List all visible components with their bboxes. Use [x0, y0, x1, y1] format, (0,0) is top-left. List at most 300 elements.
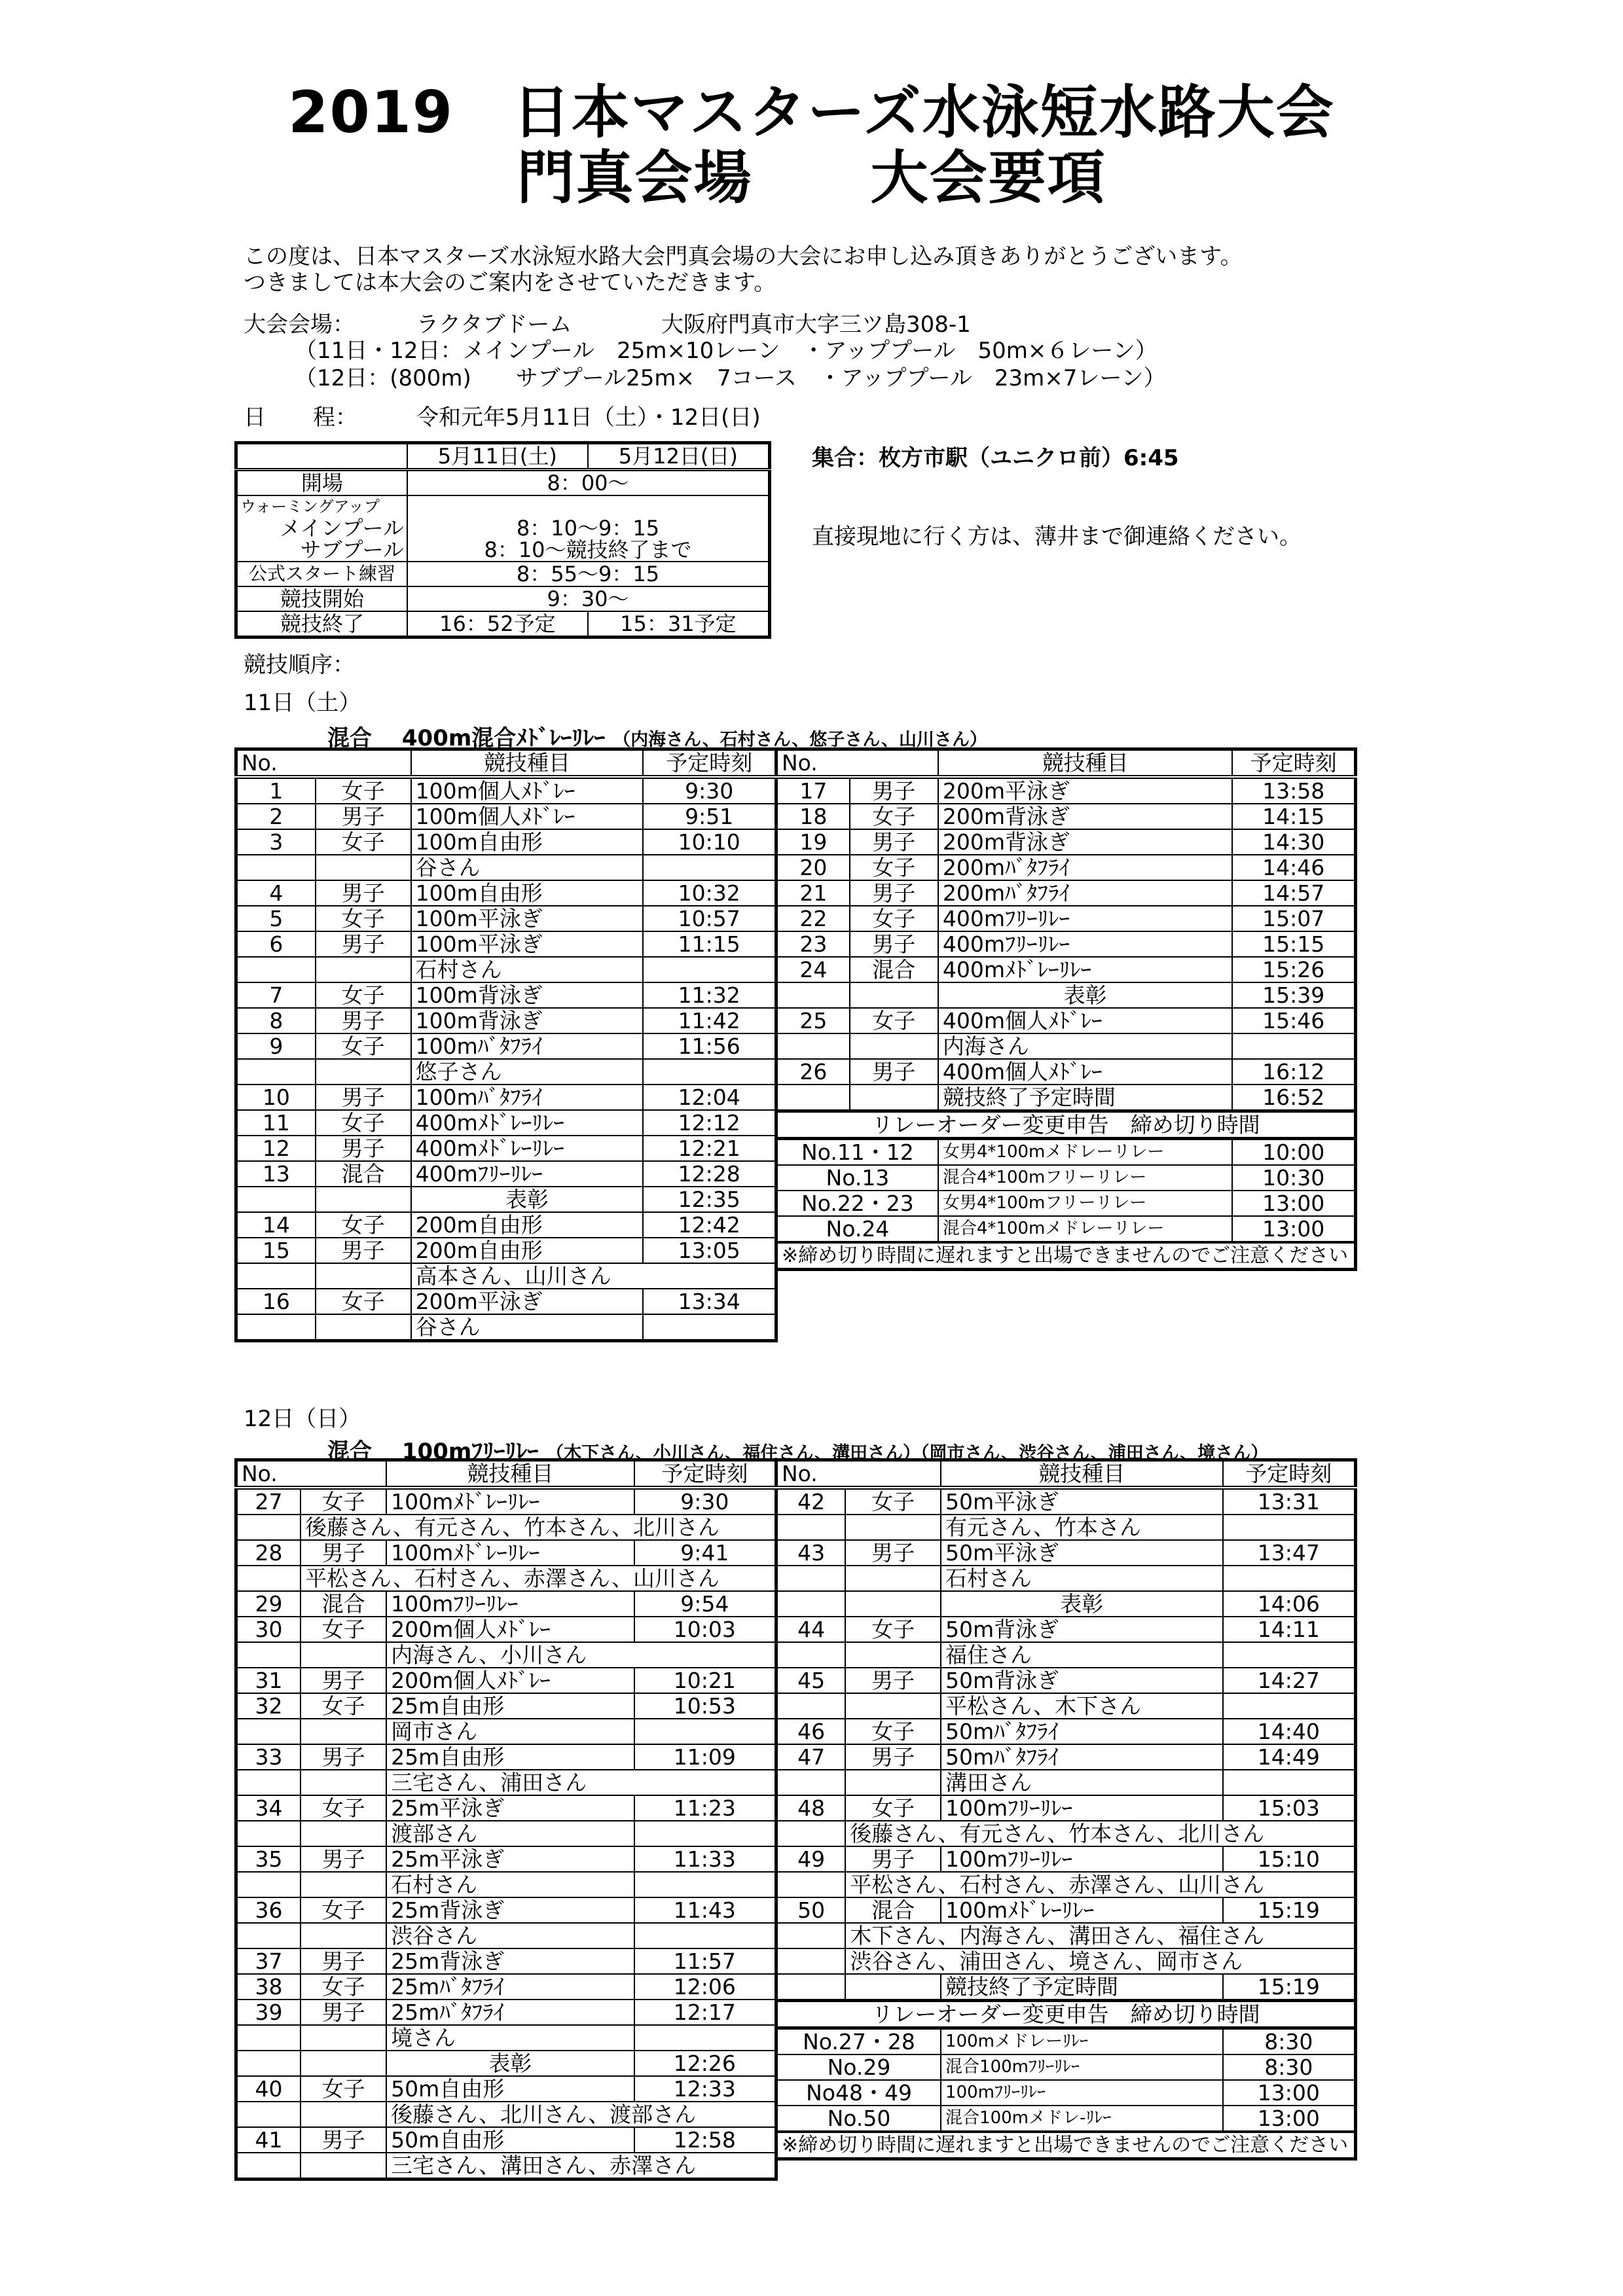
event-gender: 男子 [301, 1846, 386, 1872]
event-time: 9:51 [643, 804, 776, 829]
event-name: 100mﾊﾞﾀﾌﾗｲ [411, 1033, 644, 1059]
relay-deadline-time: 10:30 [1232, 1165, 1355, 1191]
event-row [776, 1617, 1356, 1642]
note-row [236, 1923, 776, 1948]
event-time: 11:43 [634, 1897, 776, 1923]
event-gender: 女子 [316, 829, 411, 855]
event-name: 50m背泳ぎ [941, 1617, 1223, 1642]
event-number: 48 [776, 1795, 846, 1821]
event-gender: 混合 [850, 957, 938, 982]
event-name: 25m背泳ぎ [386, 1897, 634, 1923]
event-time: 10:21 [634, 1668, 776, 1693]
intro-line-2: つきましては本大会のご案内をさせていただきます。 [244, 270, 776, 296]
event-gender: 男子 [316, 804, 411, 829]
event-time: 14:06 [1223, 1591, 1356, 1617]
event-number [236, 1719, 301, 1744]
event-name: 50m自由形 [386, 2127, 634, 2153]
event-number: 25 [776, 1008, 850, 1033]
event-gender: 女子 [301, 1974, 386, 2000]
event-number: 31 [236, 1668, 301, 1693]
event-gender [301, 1923, 386, 1948]
event-row [776, 1540, 1356, 1566]
event-time: 14:40 [1223, 1719, 1356, 1744]
event-number: 1 [236, 777, 316, 804]
event-gender: 男子 [316, 1238, 411, 1263]
event-gender [301, 1821, 386, 1846]
start-practice-label: 公式スタート練習 [236, 562, 408, 586]
event-time: 13:47 [1223, 1540, 1356, 1566]
participant-names: 三宅さん、溝田さん、赤澤さん [386, 2153, 776, 2179]
event-number: 16 [236, 1289, 316, 1314]
event-row [236, 1668, 776, 1693]
relay-deadline-row [776, 2028, 1356, 2055]
event-gender [301, 1770, 386, 1795]
event-number: 23 [776, 931, 850, 957]
event-row [236, 1846, 776, 1872]
event-number [776, 1923, 846, 1948]
event-number [236, 2102, 301, 2127]
event-time: 12:58 [634, 2127, 776, 2153]
schedule-day1: 5月11日(土) [407, 443, 588, 470]
event-number [776, 1974, 846, 2001]
event-gender [845, 1642, 941, 1668]
event-number: 34 [236, 1795, 301, 1821]
event-row [776, 1795, 1356, 1821]
dates-label-a: 日 [244, 404, 266, 431]
event-name: 200m平泳ぎ [938, 777, 1232, 804]
note-row [776, 1974, 1356, 2001]
event-number [776, 982, 850, 1008]
event-name: 25m自由形 [386, 1693, 634, 1719]
event-name: 400mﾌﾘｰﾘﾚｰ [938, 931, 1232, 957]
event-number: 40 [236, 2076, 301, 2102]
event-row [236, 2076, 776, 2102]
order-label: 競技順序： [244, 652, 355, 678]
participant-names: 平松さん、石村さん、赤澤さん、山川さん [301, 1566, 776, 1591]
comp-start-value: 9：30～ [407, 586, 770, 611]
note-row [236, 1872, 776, 1897]
relay-deadline-title: リレーオーダー変更申告 締め切り時間 [776, 2001, 1356, 2028]
event-name: 25mﾊﾞﾀﾌﾗｲ [386, 1974, 634, 2000]
note-row [236, 1515, 776, 1540]
warmup-label: ウォーミングアップ [240, 497, 380, 516]
relay-event-numbers: No.11・12 [776, 1139, 938, 1166]
participant-names: 表彰 [941, 1591, 1223, 1617]
note-row [776, 1085, 1356, 1111]
note-row [236, 1821, 776, 1846]
event-number: 6 [236, 931, 316, 957]
event-row [236, 1008, 776, 1033]
event-gender: 男子 [850, 931, 938, 957]
event-number [236, 855, 316, 880]
event-name: 200mﾊﾞﾀﾌﾗｲ [938, 880, 1232, 906]
participant-names: 競技終了予定時間 [941, 1974, 1223, 2001]
event-name: 400mﾒﾄﾞﾚｰﾘﾚｰ [411, 1136, 644, 1161]
event-number [236, 1821, 301, 1846]
note-row [236, 855, 776, 880]
event-number: 26 [776, 1059, 850, 1085]
event-name: 400mﾌﾘｰﾘﾚｰ [938, 906, 1232, 931]
event-gender: 女子 [316, 1033, 411, 1059]
schedule-header-blank [236, 443, 408, 470]
event-time: 13:05 [643, 1238, 776, 1263]
event-gender [845, 1591, 941, 1617]
event-time: 13:58 [1232, 777, 1355, 804]
event-gender [850, 1085, 938, 1111]
event-name: 100m平泳ぎ [411, 931, 644, 957]
event-row [236, 1289, 776, 1314]
relay-deadline-row [776, 1216, 1356, 1242]
event-gender [845, 1693, 941, 1719]
event-number: 12 [236, 1136, 316, 1161]
event-number: 27 [236, 1488, 301, 1515]
event-number: 15 [236, 1238, 316, 1263]
schedule-row-comp-start [236, 586, 770, 611]
note-row [236, 1187, 776, 1212]
note-row [776, 1872, 1356, 1897]
event-row [236, 1033, 776, 1059]
event-row [236, 1744, 776, 1770]
participant-names: 悠子さん [411, 1059, 644, 1085]
event-row [236, 1212, 776, 1238]
event-number: 35 [236, 1846, 301, 1872]
note-row [776, 1693, 1356, 1719]
event-name: 50m自由形 [386, 2076, 634, 2102]
event-name: 400m個人ﾒﾄﾞﾚｰ [938, 1059, 1232, 1085]
schedule-row-warmup [236, 495, 770, 562]
comp-end-day1: 16：52予定 [407, 611, 588, 637]
event-gender: 女子 [316, 1110, 411, 1136]
event-time: 9:54 [634, 1591, 776, 1617]
event-gender [301, 1719, 386, 1744]
event-number [776, 1872, 846, 1897]
event-row [776, 1668, 1356, 1693]
event-number [236, 1872, 301, 1897]
note-row [236, 2025, 776, 2051]
note-row [776, 1821, 1356, 1846]
relay-event-name: 混合100mメドレ-ﾘﾚｰ [941, 2106, 1223, 2132]
event-number: 8 [236, 1008, 316, 1033]
event-gender [850, 982, 938, 1008]
event-name: 50m平泳ぎ [941, 1540, 1223, 1566]
day1-relay-members: （内海さん、石村さん、悠子さん、山川さん） [613, 730, 987, 750]
event-number [236, 2153, 301, 2179]
participant-names: 内海さん、小川さん [386, 1642, 776, 1668]
event-time [643, 1314, 776, 1341]
event-number [236, 1770, 301, 1795]
participant-names: 岡市さん [386, 1719, 634, 1744]
event-time: 14:46 [1232, 855, 1355, 880]
event-number [236, 1642, 301, 1668]
event-time: 15:26 [1232, 957, 1355, 982]
participant-names: 渋谷さん [386, 1923, 634, 1948]
event-gender [845, 1515, 941, 1540]
contact-info: 直接現地に行く方は、薄井まで御連絡ください。 [812, 524, 1302, 550]
day2-program-left [234, 1458, 778, 2181]
event-number: 4 [236, 880, 316, 906]
event-gender: 女子 [316, 777, 411, 804]
participant-names: 溝田さん [941, 1770, 1223, 1795]
event-number: 14 [236, 1212, 316, 1238]
event-row [236, 777, 776, 804]
event-time: 9:30 [634, 1488, 776, 1515]
note-row [236, 1642, 776, 1668]
relay-event-name: 100mメドレーﾘﾚｰ [941, 2028, 1223, 2055]
event-gender [316, 1187, 411, 1212]
event-time [1223, 1642, 1356, 1668]
event-gender [845, 1566, 941, 1591]
note-row [776, 1923, 1356, 1948]
header-time: 予定時刻 [1223, 1460, 1356, 1488]
relay-deadline-time: 13:00 [1232, 1191, 1355, 1216]
event-time: 14:49 [1223, 1744, 1356, 1770]
event-name: 400mﾌﾘｰﾘﾚｰ [411, 1161, 644, 1187]
relay-deadline-time: 13:00 [1232, 1216, 1355, 1242]
event-name: 25m自由形 [386, 1744, 634, 1770]
event-row [236, 1085, 776, 1110]
event-gender [301, 1642, 386, 1668]
event-time [634, 1923, 776, 1948]
event-time: 11:23 [634, 1795, 776, 1821]
comp-end-label: 競技終了 [236, 611, 408, 637]
event-row [776, 880, 1356, 906]
event-gender: 男子 [850, 777, 938, 804]
event-name: 100m背泳ぎ [411, 1008, 644, 1033]
event-number: 36 [236, 1897, 301, 1923]
event-number: 43 [776, 1540, 846, 1566]
header-event: 競技種目 [386, 1460, 634, 1488]
note-row [236, 1566, 776, 1591]
event-gender: 女子 [316, 1212, 411, 1238]
event-number: 50 [776, 1897, 846, 1923]
event-number: 22 [776, 906, 850, 931]
day2-heading: 12日（日） [244, 1406, 361, 1432]
day2-relay-category: 混合 [327, 1439, 372, 1465]
day1-relay-category: 混合 [327, 725, 372, 751]
event-gender [301, 1872, 386, 1897]
event-time: 12:35 [643, 1187, 776, 1212]
header-no: No. [236, 749, 411, 778]
event-time: 15:19 [1223, 1974, 1356, 2001]
day2-relay-event: 100mﾌﾘｰﾘﾚｰ [401, 1439, 539, 1465]
event-name: 400m個人ﾒﾄﾞﾚｰ [938, 1008, 1232, 1033]
relay-event-name: 女男4*100mメドレーリレー [938, 1139, 1232, 1166]
day1-right-header [776, 749, 1356, 778]
event-name: 25mﾊﾞﾀﾌﾗｲ [386, 2000, 634, 2025]
event-number [236, 1263, 316, 1289]
event-number: 20 [776, 855, 850, 880]
event-time: 14:11 [1223, 1617, 1356, 1642]
event-gender: 女子 [301, 1693, 386, 1719]
note-row [776, 982, 1356, 1008]
relay-event-name: 混合100mﾌﾘｰﾘﾚｰ [941, 2054, 1223, 2080]
event-gender: 女子 [301, 1897, 386, 1923]
event-row [236, 1488, 776, 1515]
event-name: 100mﾌﾘｰﾘﾚｰ [941, 1795, 1223, 1821]
meeting-info: 集合：枚方市駅（ユニクロ前）6:45 [812, 445, 1179, 471]
event-time: 15:39 [1232, 982, 1355, 1008]
relay-deadline-row [776, 1139, 1356, 1166]
participant-names: 表彰 [386, 2051, 634, 2076]
event-time: 10:32 [643, 880, 776, 906]
event-gender: 女子 [301, 1795, 386, 1821]
event-gender [316, 957, 411, 982]
event-time: 14:57 [1232, 880, 1355, 906]
event-gender: 女子 [850, 906, 938, 931]
event-number [776, 1085, 850, 1111]
event-number: 37 [236, 1948, 301, 1974]
event-time: 12:33 [634, 2076, 776, 2102]
day1-left-header [236, 749, 776, 778]
note-row [236, 2153, 776, 2179]
header-time: 予定時刻 [634, 1460, 776, 1488]
relay-event-numbers: No.24 [776, 1216, 938, 1242]
event-time: 15:19 [1223, 1897, 1356, 1923]
event-number [776, 1515, 846, 1540]
event-time: 11:56 [643, 1033, 776, 1059]
relay-deadline-row [776, 2106, 1356, 2132]
event-time: 10:57 [643, 906, 776, 931]
event-row [236, 1795, 776, 1821]
event-number: 24 [776, 957, 850, 982]
event-name: 25m平泳ぎ [386, 1795, 634, 1821]
document-title: 2019 日本マスターズ水泳短水路大会 [288, 79, 1335, 146]
event-row [236, 804, 776, 829]
participant-names: 平松さん、石村さん、赤澤さん、山川さん [845, 1872, 1355, 1897]
event-number: 18 [776, 804, 850, 829]
relay-deadline-time: 13:00 [1223, 2106, 1356, 2132]
event-row [776, 1059, 1356, 1085]
note-row [776, 1591, 1356, 1617]
event-time: 14:30 [1232, 829, 1355, 855]
event-gender: 男子 [316, 1008, 411, 1033]
event-number: 49 [776, 1846, 846, 1872]
event-number: 21 [776, 880, 850, 906]
participant-names: 表彰 [411, 1187, 644, 1212]
event-number: 5 [236, 906, 316, 931]
event-time: 9:41 [634, 1540, 776, 1566]
event-row [776, 804, 1356, 829]
participant-names: 石村さん [386, 1872, 634, 1897]
relay-deadline-row [776, 1165, 1356, 1191]
event-name: 200m平泳ぎ [411, 1289, 644, 1314]
header-event: 競技種目 [938, 749, 1232, 778]
event-gender: 女子 [316, 982, 411, 1008]
event-name: 100m平泳ぎ [411, 906, 644, 931]
event-gender: 男子 [301, 2000, 386, 2025]
participant-names: 三宅さん、浦田さん [386, 1770, 776, 1795]
event-number: 3 [236, 829, 316, 855]
dates-value: 令和元年5月11日（土）・12日(日) [416, 404, 761, 431]
dates-label-b: 程： [313, 404, 357, 431]
event-number [236, 1566, 301, 1591]
relay-event-name: 女男4*100mフリーリレー [938, 1191, 1232, 1216]
event-gender: 女子 [301, 1617, 386, 1642]
event-number: 42 [776, 1488, 846, 1515]
event-name: 50m背泳ぎ [941, 1668, 1223, 1693]
relay-event-numbers: No48・49 [776, 2080, 941, 2106]
sub-pool-label: サブプール [300, 537, 404, 562]
event-gender: 男子 [845, 1744, 941, 1770]
event-number: 7 [236, 982, 316, 1008]
event-gender: 男子 [845, 1846, 941, 1872]
participant-names: 谷さん [411, 1314, 644, 1341]
event-gender: 男子 [301, 1744, 386, 1770]
header-no: No. [236, 1460, 387, 1488]
event-time: 15:46 [1232, 1008, 1355, 1033]
event-time [1232, 1033, 1355, 1059]
event-name: 200m自由形 [411, 1238, 644, 1263]
event-time: 9:30 [643, 777, 776, 804]
event-number: 32 [236, 1693, 301, 1719]
event-time [643, 855, 776, 880]
event-gender: 混合 [301, 1591, 386, 1617]
event-number: 33 [236, 1744, 301, 1770]
comp-start-label: 競技開始 [236, 586, 408, 611]
event-row [776, 855, 1356, 880]
relay-deadline-note: ※締め切り時間に遅れますと出場できませんのでご注意ください [776, 2132, 1356, 2159]
event-gender: 女子 [850, 804, 938, 829]
relay-deadline-row [776, 2080, 1356, 2106]
event-gender: 女子 [845, 1617, 941, 1642]
participant-names: 渋谷さん、浦田さん、境さん、岡市さん [845, 1948, 1355, 1974]
event-time [634, 1821, 776, 1846]
event-time: 12:42 [643, 1212, 776, 1238]
note-row [236, 2102, 776, 2127]
event-row [236, 829, 776, 855]
event-name: 100m背泳ぎ [411, 982, 644, 1008]
note-row [236, 1770, 776, 1795]
event-gender: 女子 [316, 906, 411, 931]
event-time: 11:15 [643, 931, 776, 957]
event-time: 10:03 [634, 1617, 776, 1642]
event-number: 44 [776, 1617, 846, 1642]
event-row [776, 1846, 1356, 1872]
event-gender: 混合 [845, 1897, 941, 1923]
event-row [236, 1617, 776, 1642]
event-gender: 女子 [316, 1289, 411, 1314]
event-name: 100mﾒﾄﾞﾚｰﾘﾚｰ [386, 1488, 634, 1515]
relay-event-name: 100mﾌﾘｰﾘﾚｰ [941, 2080, 1223, 2106]
event-row [776, 777, 1356, 804]
event-number: 29 [236, 1591, 301, 1617]
comp-end-day2: 15：31予定 [588, 611, 770, 637]
event-time: 10:10 [643, 829, 776, 855]
event-name: 200m背泳ぎ [938, 829, 1232, 855]
venue-pool-info-1: （11日・12日：メインプール 25m×10レーン ・アッププール 50m×６レーン） [295, 338, 1158, 364]
event-name: 200m個人ﾒﾄﾞﾚｰ [386, 1668, 634, 1693]
event-gender: 男子 [845, 1540, 941, 1566]
note-row [776, 1770, 1356, 1795]
participant-names: 競技終了予定時間 [938, 1085, 1232, 1111]
event-row [236, 1591, 776, 1617]
event-row [236, 1974, 776, 2000]
event-time [643, 1059, 776, 1085]
venue-name: ラクタブドーム [416, 312, 572, 338]
event-gender: 男子 [850, 1059, 938, 1085]
event-number [236, 2051, 301, 2076]
event-name: 200m自由形 [411, 1212, 644, 1238]
event-number: 38 [236, 1974, 301, 2000]
event-name: 100mﾒﾄﾞﾚｰﾘﾚｰ [941, 1897, 1223, 1923]
schedule-row-open [236, 470, 770, 496]
event-row [776, 957, 1356, 982]
event-gender [301, 2153, 386, 2179]
main-pool-label: メインプール [280, 516, 404, 541]
note-row [236, 1719, 776, 1744]
event-gender [845, 1974, 941, 2001]
event-time [1223, 1770, 1356, 1795]
